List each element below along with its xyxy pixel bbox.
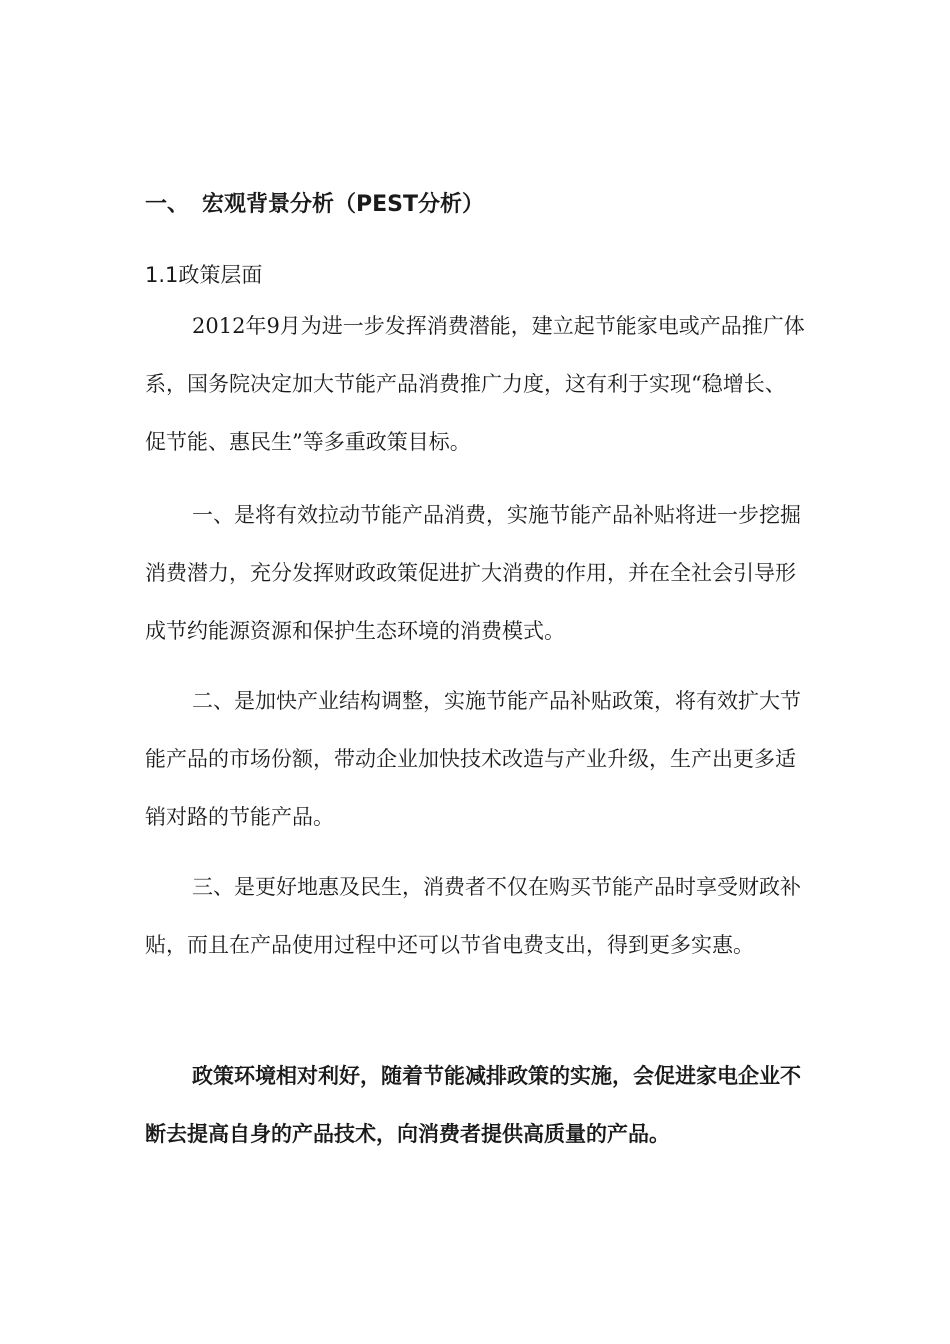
paragraph-point-2: 二、是加快产业结构调整，实施节能产品补贴政策，将有效扩大节能产品的市场份额，带动企业加快技术改造与产业升级，生产出更多适销对路的节能产品。: [145, 689, 801, 829]
paragraph-point-1: 一、是将有效拉动节能产品消费，实施节能产品补贴将进一步挖掘消费潜力，充分发挥财政政策促进扩大消费的作用，并在全社会引导形成节约能源资源和保护生态环境的消费模式。: [145, 503, 801, 643]
section-number: 一、: [145, 192, 190, 217]
subsection-heading: 1.1政策层面: [145, 263, 263, 287]
section-title: 宏观背景分析（PEST分析）: [202, 192, 485, 217]
paragraph-point-3: 三、是更好地惠及民生，消费者不仅在购买节能产品时享受财政补贴，而且在产品使用过程中还可以节省电费支出，得到更多实惠。: [145, 875, 801, 957]
paragraph-intro: 2012年9月为进一步发挥消费潜能，建立起节能家电或产品推广体系，国务院决定加大节能产品消费推广力度，这有利于实现“稳增长、促节能、惠民生”等多重政策目标。: [145, 314, 805, 454]
paragraph-conclusion: 政策环境相对利好，随着节能减排政策的实施，会促进家电企业不断去提高自身的产品技术，向消费者提供高质量的产品。: [145, 1064, 801, 1146]
section-heading: [145, 188, 484, 222]
